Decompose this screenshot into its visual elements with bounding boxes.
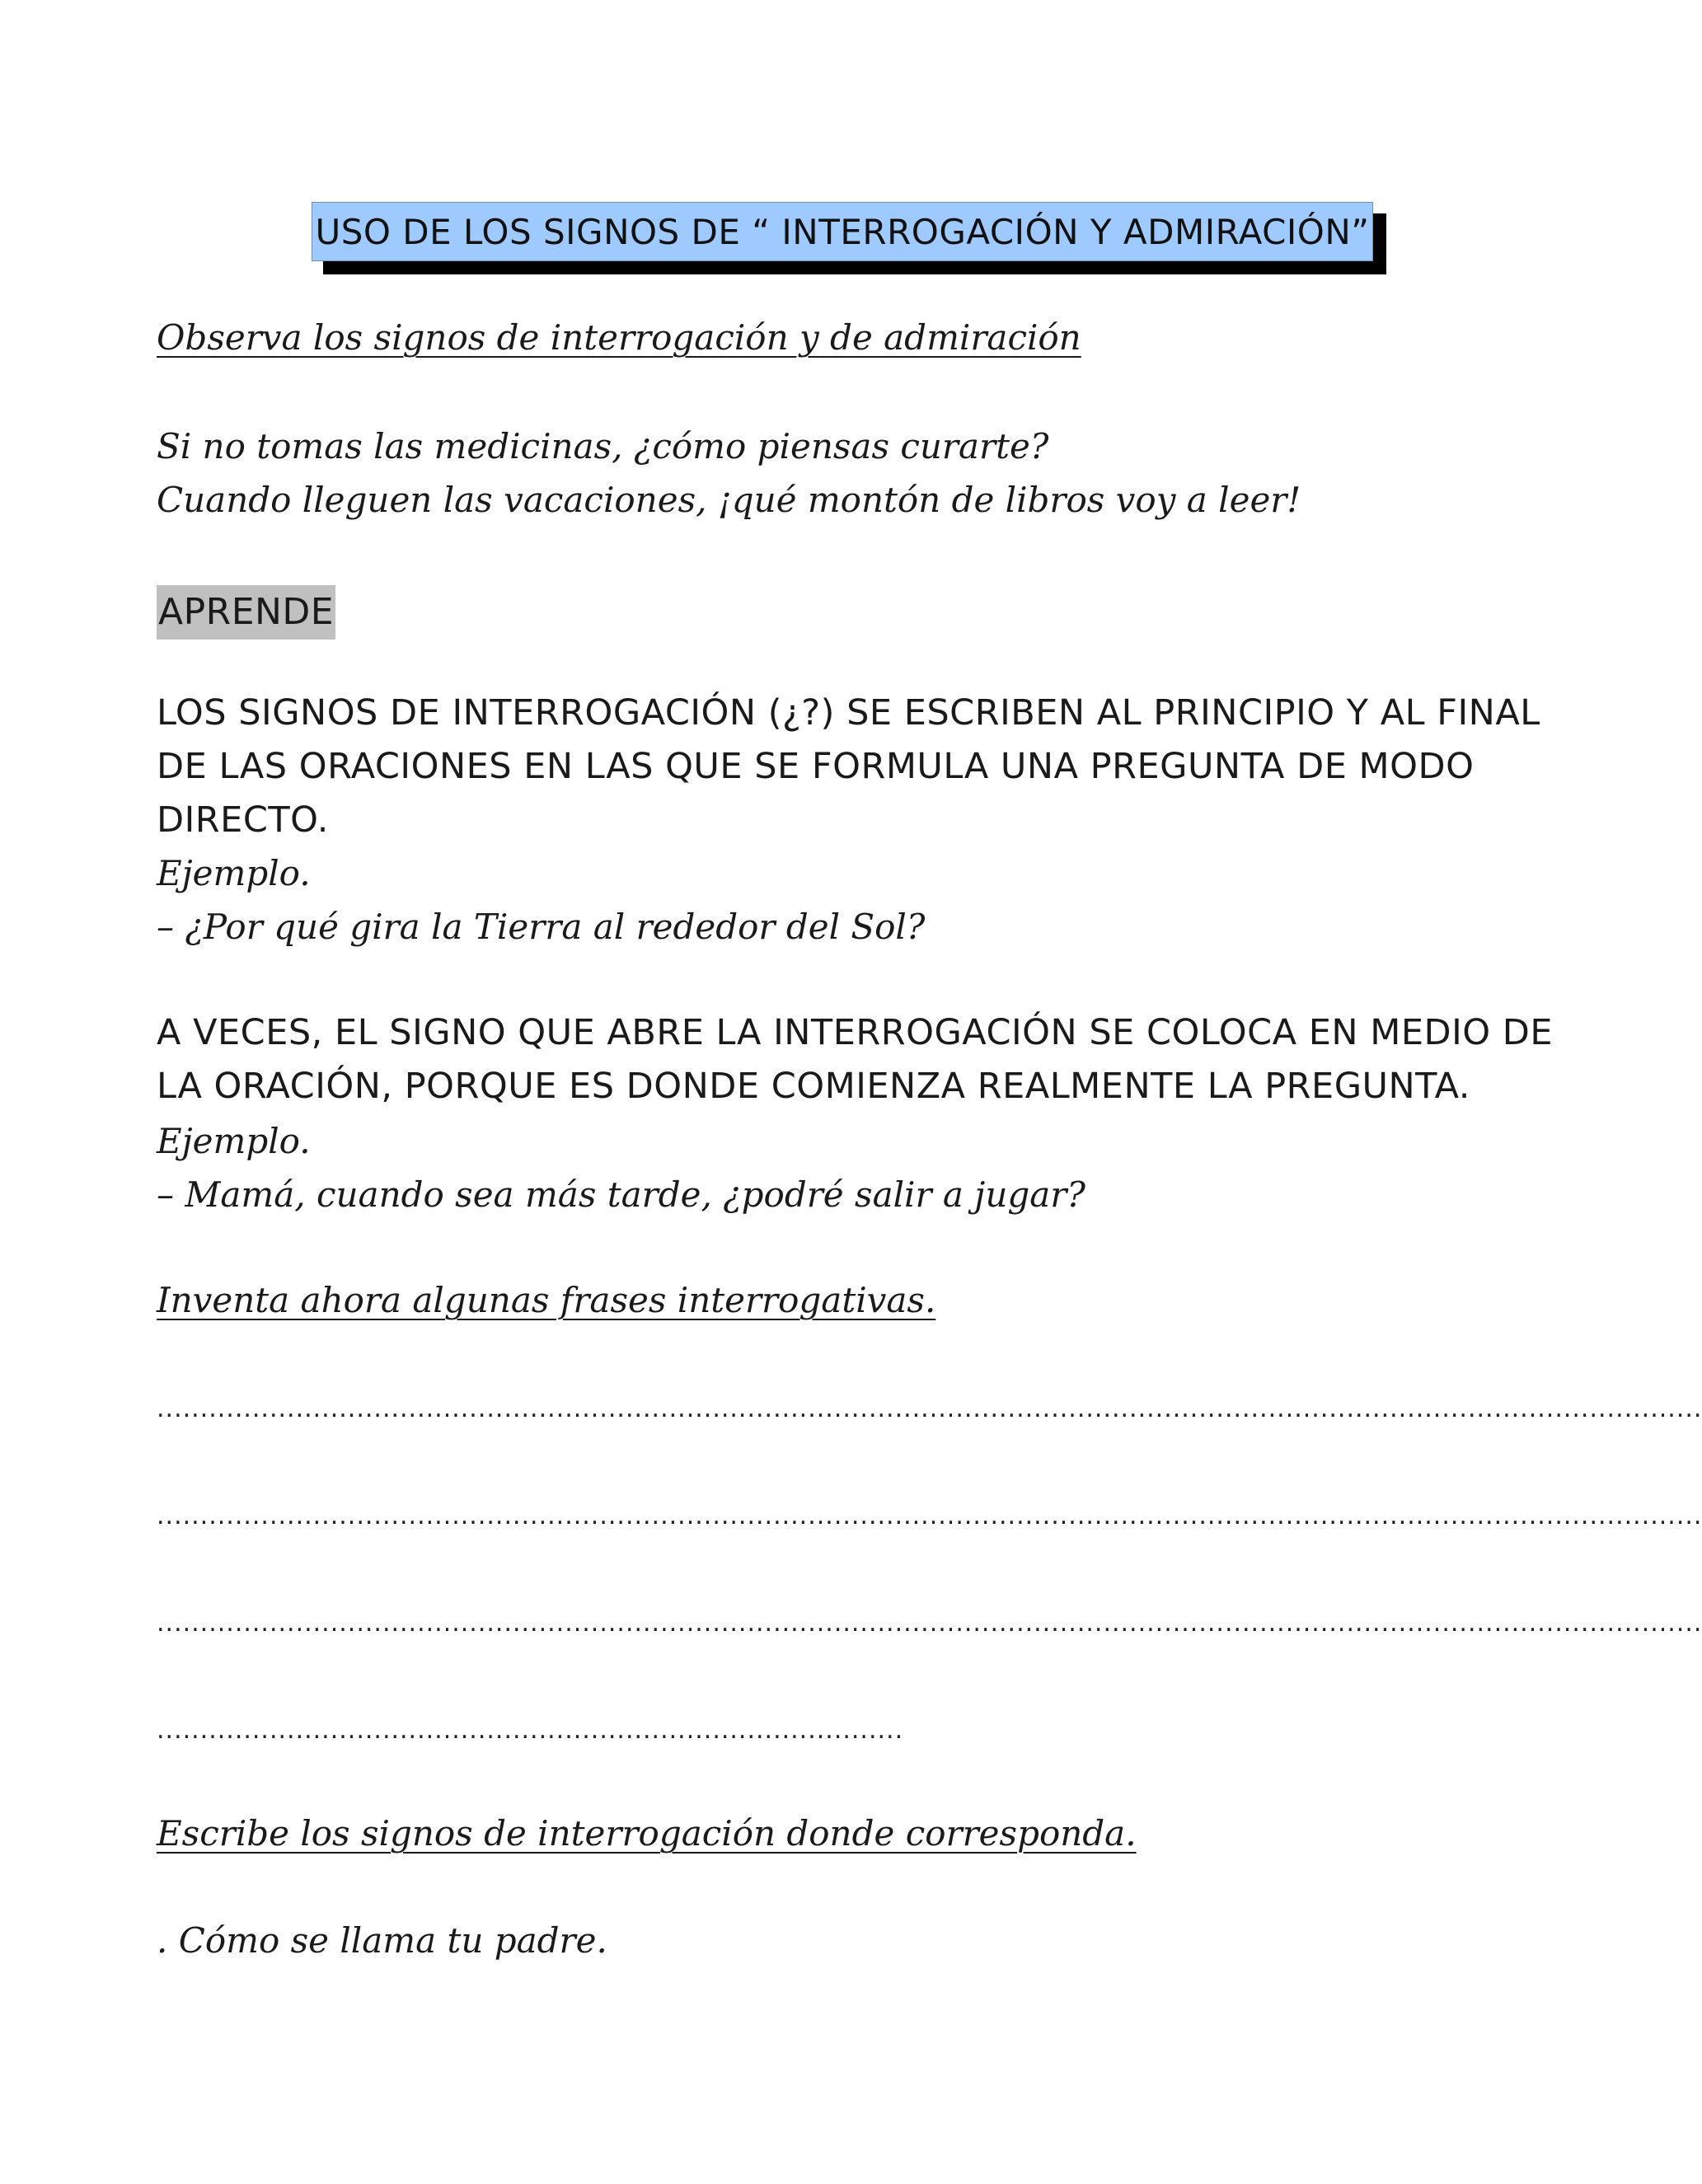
example1-label: Ejemplo. [157, 853, 311, 893]
rule2-line-1: A VECES, EL SIGNO QUE ABRE LA INTERROGACIÓN SE COLOCA EN MEDIO DE [157, 1012, 1554, 1053]
answer-line-2[interactable]: .................................................................................................................................................................................. [157, 1502, 1702, 1530]
rule2-line-2: LA ORACIÓN, PORQUE ES DONDE COMIENZA REALMENTE LA PREGUNTA. [157, 1066, 1470, 1107]
observe-line-2: Cuando lleguen las vacaciones, ¡qué montón de libros voy a leer! [157, 480, 1301, 520]
write-heading: Escribe los signos de interrogación donde corresponda. [157, 1813, 1137, 1854]
answer-line-3[interactable]: .................................................................................................................................................................................. [157, 1609, 1702, 1638]
rule1-line-3: DIRECTO. [157, 799, 329, 841]
answer-line-4[interactable]: ...................................................................................... [157, 1716, 904, 1745]
answer-line-1[interactable]: .................................................................................................................................................................................. [157, 1394, 1702, 1423]
page-title: USO DE LOS SIGNOS DE “ INTERROGACIÓN Y ADMIRACIÓN” [312, 202, 1373, 261]
observe-heading: Observa los signos de interrogación y de admiración [157, 317, 1081, 358]
title-block [312, 202, 1375, 263]
write-item-1: . Cómo se llama tu padre. [157, 1920, 607, 1961]
example2-label: Ejemplo. [157, 1121, 311, 1161]
example1-text: – ¿Por qué gira la Tierra al rededor del Sol? [157, 907, 926, 947]
rule1-line-1: LOS SIGNOS DE INTERROGACIÓN (¿?) SE ESCRIBEN AL PRINCIPIO Y AL FINAL [157, 692, 1540, 733]
observe-line-1: Si no tomas las medicinas, ¿cómo piensas curarte? [157, 426, 1049, 466]
aprende-label: APRENDE [157, 585, 335, 640]
rule1-line-2: DE LAS ORACIONES EN LAS QUE SE FORMULA UNA PREGUNTA DE MODO [157, 746, 1475, 787]
invent-heading: Inventa ahora algunas frases interrogativas. [157, 1280, 936, 1320]
example2-text: – Mamá, cuando sea más tarde, ¿podré salir a jugar? [157, 1174, 1085, 1215]
